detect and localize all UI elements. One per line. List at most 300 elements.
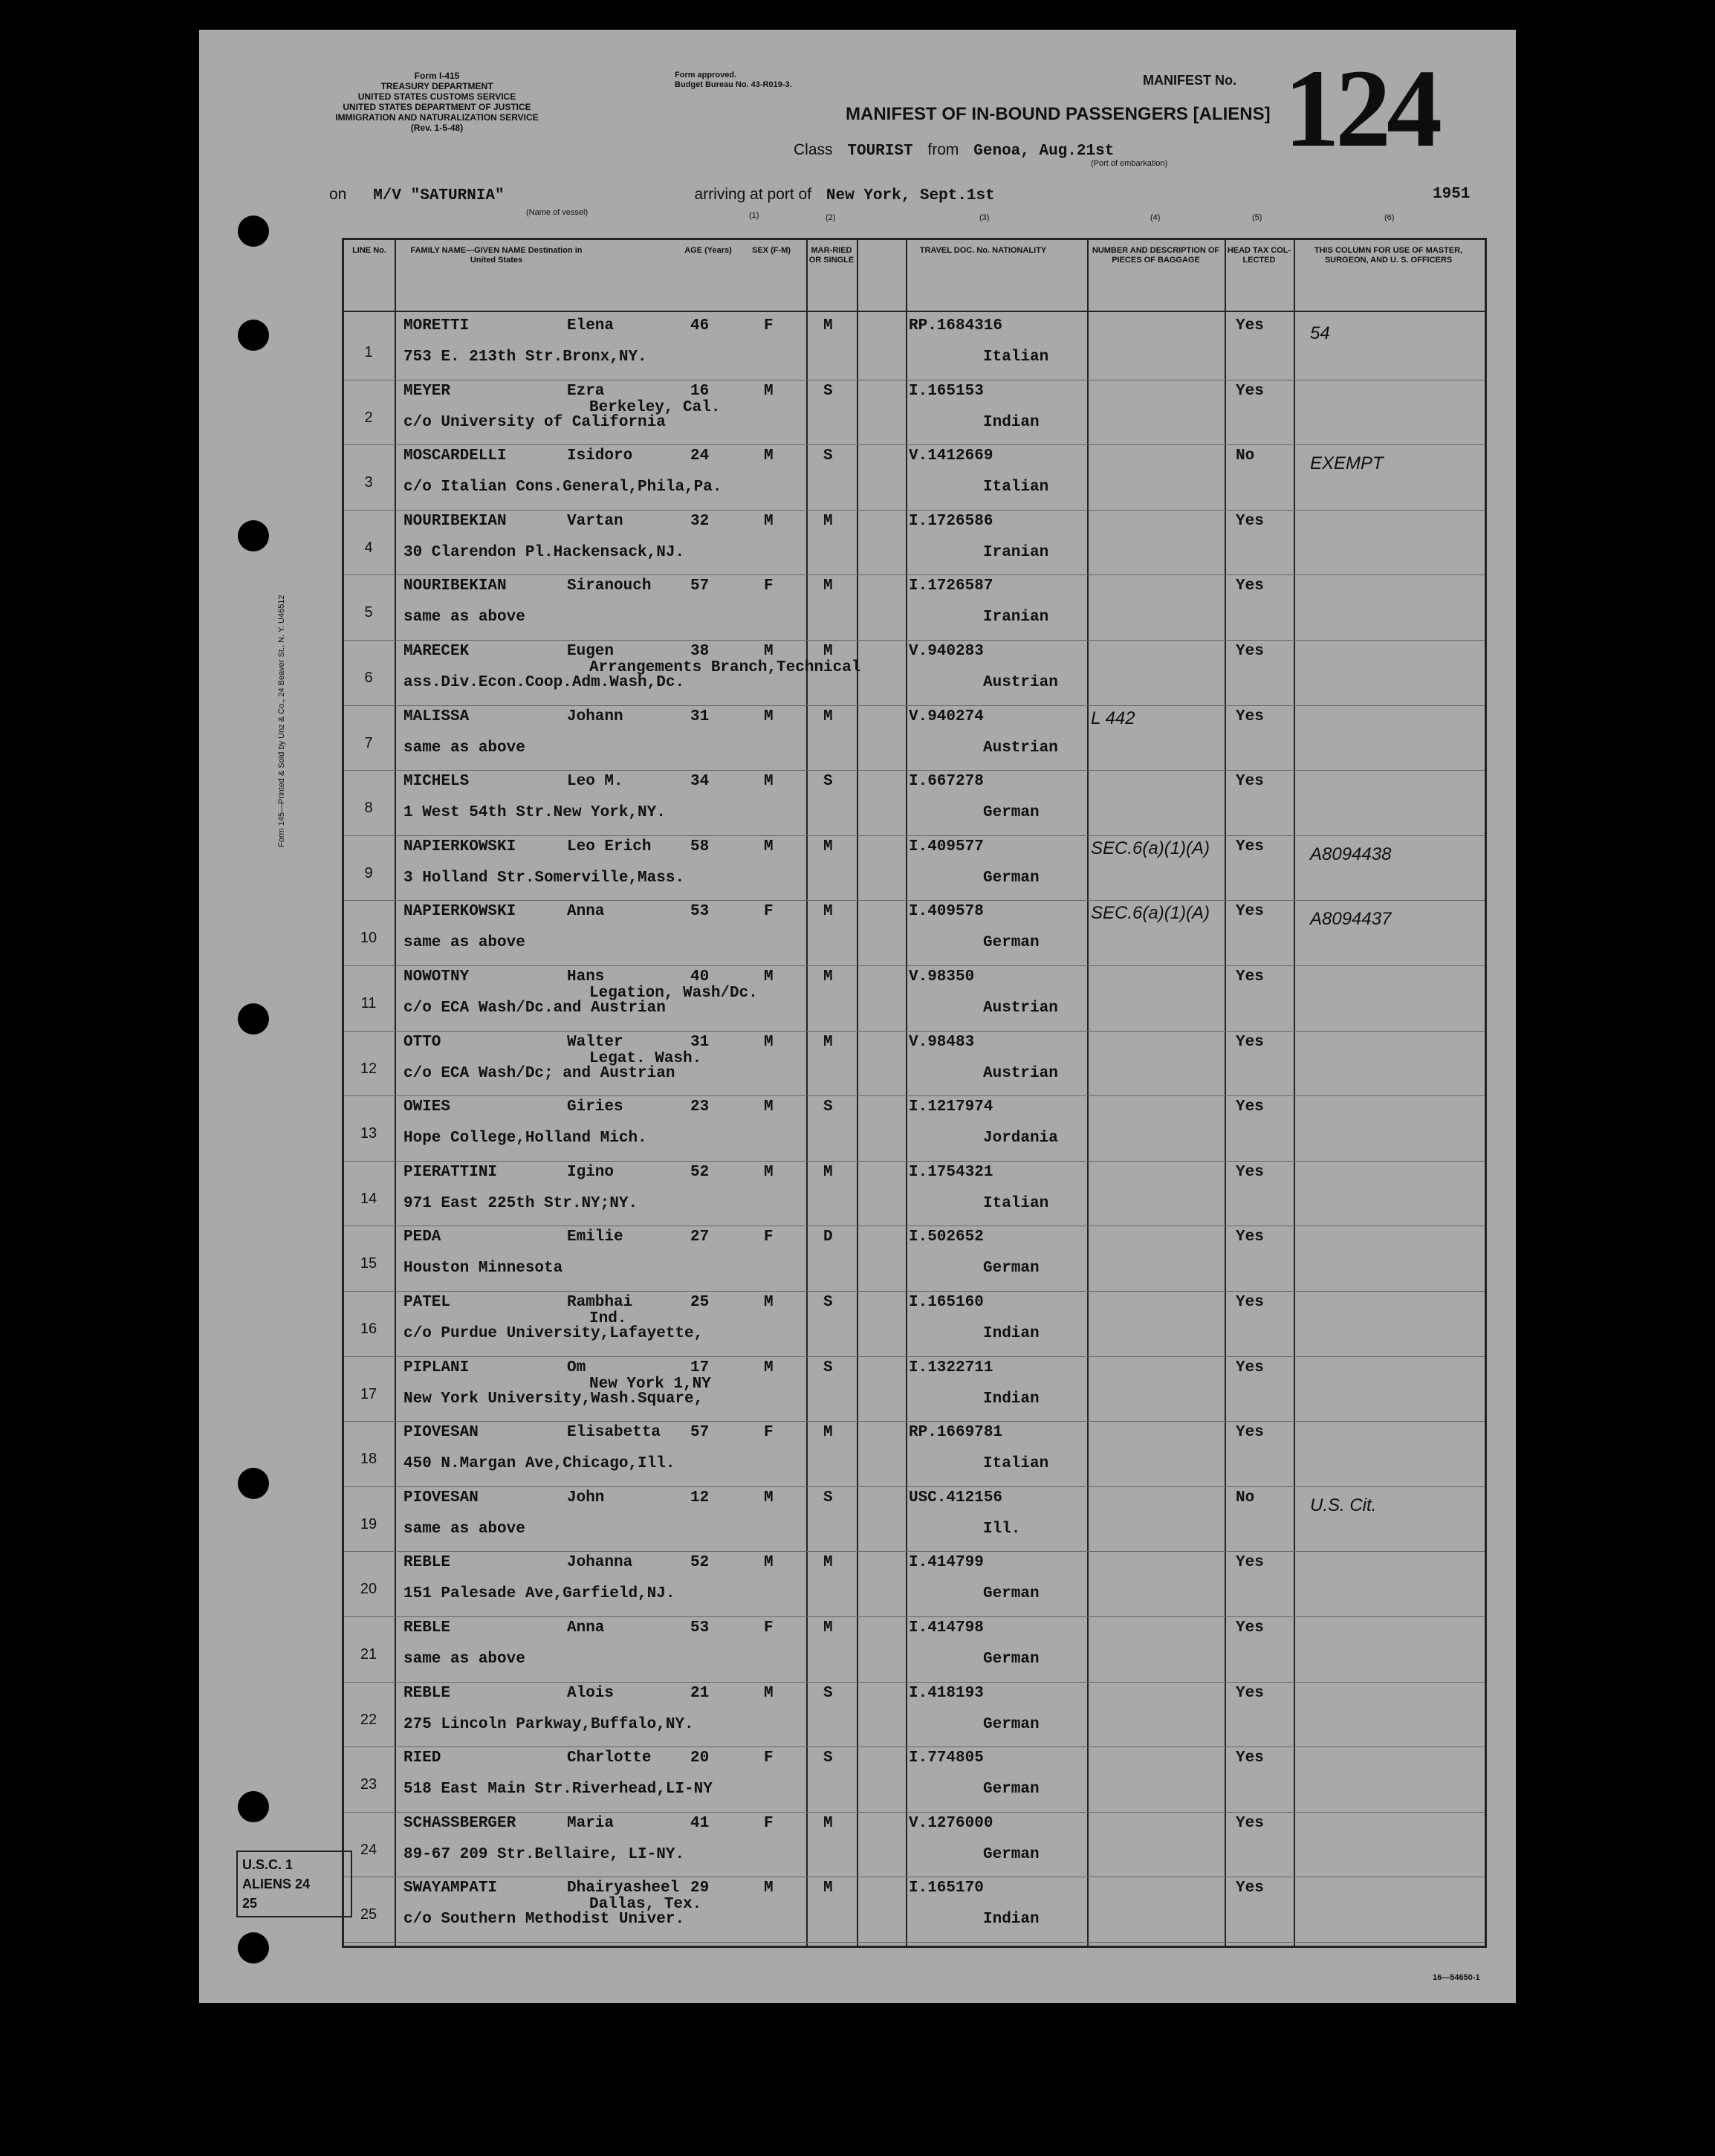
cell-ms: M bbox=[823, 1424, 833, 1442]
cell-destination: same as above bbox=[403, 1520, 525, 1538]
row-divider bbox=[344, 444, 1485, 445]
cell-doc: I.165153 bbox=[909, 382, 984, 400]
punch-hole bbox=[238, 1003, 269, 1035]
cell-tax: Yes bbox=[1236, 708, 1264, 725]
row-divider bbox=[344, 1682, 1485, 1683]
line-number: 18 bbox=[360, 1451, 377, 1468]
line-number: 5 bbox=[364, 604, 373, 621]
cell-name: NAPIERKOWSKI bbox=[403, 838, 516, 855]
cell-sex: F bbox=[764, 317, 774, 334]
cell-destination: c/o Purdue University,Lafayette, bbox=[403, 1325, 704, 1342]
cell-ms: S bbox=[823, 1359, 833, 1376]
cell-ms: M bbox=[823, 577, 833, 595]
cell-age: 41 bbox=[690, 1814, 710, 1832]
cell-doc: I.1754321 bbox=[909, 1163, 993, 1181]
cell-sex: M bbox=[764, 512, 774, 530]
cell-destination: same as above bbox=[403, 739, 525, 757]
cell-name: REBLE bbox=[403, 1554, 451, 1572]
cell-sex: M bbox=[764, 382, 774, 400]
cell-ms: S bbox=[823, 1684, 833, 1702]
row-divider bbox=[344, 900, 1485, 901]
cell-officer-note: EXEMPT bbox=[1310, 453, 1384, 474]
cell-destination: 753 E. 213th Str.Bronx,NY. bbox=[403, 349, 647, 366]
cell-age: 27 bbox=[690, 1228, 710, 1246]
passenger-table bbox=[342, 213, 1487, 1948]
cell-doc: I.414799 bbox=[909, 1554, 984, 1572]
cell-nationality: German bbox=[983, 1260, 1040, 1278]
cell-sex: F bbox=[764, 1749, 774, 1767]
cell-ms: M bbox=[823, 1814, 833, 1832]
cell-doc: I.409578 bbox=[909, 903, 984, 921]
cell-ms: M bbox=[823, 512, 833, 530]
cell-destination: 89-67 209 Str.Bellaire, LI-NY. bbox=[403, 1845, 685, 1863]
cell-age: 12 bbox=[690, 1489, 710, 1506]
line-number: 3 bbox=[364, 474, 373, 491]
row-divider bbox=[344, 1616, 1485, 1617]
cell-baggage: SEC.6(a)(1)(A) bbox=[1091, 838, 1210, 858]
row-divider bbox=[344, 1551, 1485, 1552]
punch-hole bbox=[238, 1791, 269, 1822]
form-approval bbox=[675, 71, 792, 90]
row-divider bbox=[344, 1421, 1485, 1422]
cell-ms: S bbox=[823, 1294, 833, 1311]
cell-name: SWAYAMPATI bbox=[403, 1880, 498, 1897]
cell-sex: M bbox=[764, 838, 774, 855]
cell-name: PEDA bbox=[403, 1228, 441, 1246]
cell-name: PATEL bbox=[403, 1294, 451, 1311]
cell-age: 53 bbox=[690, 1619, 710, 1637]
row-divider bbox=[344, 1486, 1485, 1487]
cell-nationality: German bbox=[983, 1845, 1040, 1863]
line-number: 6 bbox=[364, 670, 373, 686]
cell-sex: M bbox=[764, 1684, 774, 1702]
cell-nationality: German bbox=[983, 869, 1040, 887]
cell-ms: M bbox=[823, 1033, 833, 1051]
cell-tax: Yes bbox=[1236, 968, 1264, 985]
cell-tax: Yes bbox=[1236, 1228, 1264, 1246]
count-stamp bbox=[236, 1851, 352, 1917]
cell-name: OTTO bbox=[403, 1033, 441, 1051]
cell-ms: M bbox=[823, 903, 833, 921]
cell-sex: M bbox=[764, 1359, 774, 1376]
cell-given: Igino bbox=[567, 1163, 615, 1181]
cell-destination: 518 East Main Str.Riverhead,LI-NY bbox=[403, 1781, 713, 1799]
cell-officer-note: A8094437 bbox=[1310, 909, 1392, 930]
cell-tax: Yes bbox=[1236, 577, 1264, 595]
cell-destination: 151 Palesade Ave,Garfield,NJ. bbox=[403, 1585, 675, 1603]
cell-nationality: Indian bbox=[983, 1325, 1040, 1342]
cell-destination-extra: Dallas, Tex. bbox=[589, 1896, 702, 1914]
cell-given: Eugen bbox=[567, 643, 615, 660]
cell-nationality: German bbox=[983, 1651, 1040, 1668]
cell-doc: RP.1684316 bbox=[909, 317, 1003, 334]
header-officers: THIS COLUMN FOR USE OF MASTER, SURGEON, AND U. S. OFFICERS bbox=[1314, 246, 1463, 265]
manifest-number-label: MANIFEST No. bbox=[1143, 73, 1236, 88]
line-number: 21 bbox=[360, 1646, 377, 1663]
cell-nationality: Austrian bbox=[983, 1064, 1058, 1082]
cell-name: REBLE bbox=[403, 1619, 451, 1637]
form-authority-block bbox=[329, 71, 545, 133]
cell-destination: 30 Clarendon Pl.Hackensack,NJ. bbox=[403, 543, 685, 561]
cell-tax: Yes bbox=[1236, 903, 1264, 921]
cell-destination: 3 Holland Str.Somerville,Mass. bbox=[403, 869, 685, 887]
customs-service: UNITED STATES CUSTOMS SERVICE bbox=[357, 91, 516, 102]
cell-given: Maria bbox=[567, 1814, 615, 1832]
cell-destination: New York University,Wash.Square, bbox=[403, 1390, 704, 1408]
cell-tax: Yes bbox=[1236, 512, 1264, 530]
cell-given: Johann bbox=[567, 708, 623, 725]
header-line-no: LINE No. bbox=[352, 246, 386, 255]
line-number: 10 bbox=[360, 930, 377, 947]
line-number: 9 bbox=[364, 864, 373, 881]
embarkation-caption: (Port of embarkation) bbox=[1091, 159, 1168, 168]
line-number: 24 bbox=[360, 1841, 377, 1858]
cell-sex: F bbox=[764, 1814, 774, 1832]
cell-ms: S bbox=[823, 1098, 833, 1116]
cell-tax: Yes bbox=[1236, 1359, 1264, 1376]
cell-age: 20 bbox=[690, 1749, 710, 1767]
cell-nationality: Iranian bbox=[983, 543, 1049, 561]
row-divider bbox=[344, 1031, 1485, 1032]
vessel-name: M/V "SATURNIA" bbox=[373, 187, 505, 204]
row-divider bbox=[344, 574, 1485, 575]
cell-age: 52 bbox=[690, 1163, 710, 1181]
cell-sex: M bbox=[764, 1554, 774, 1572]
cell-age: 57 bbox=[690, 577, 710, 595]
cell-nationality: Austrian bbox=[983, 1000, 1058, 1017]
on-label: on bbox=[329, 186, 347, 203]
cell-name: MALISSA bbox=[403, 708, 470, 725]
arrival-port: New York, Sept.1st bbox=[826, 187, 995, 204]
punch-hole bbox=[238, 520, 269, 551]
header-doc: TRAVEL DOC. No. NATIONALITY bbox=[919, 246, 1047, 255]
cell-name: RIED bbox=[403, 1749, 441, 1767]
cell-tax: Yes bbox=[1236, 1554, 1264, 1572]
cell-given: Alois bbox=[567, 1684, 615, 1702]
cell-ms: S bbox=[823, 447, 833, 465]
cell-officer-note: U.S. Cit. bbox=[1310, 1495, 1377, 1515]
cell-doc: RP.1669781 bbox=[909, 1424, 1003, 1442]
cell-destination: same as above bbox=[403, 934, 525, 952]
footer-code: 16—54650-1 bbox=[1433, 1973, 1480, 1982]
manifest-page bbox=[199, 30, 1516, 2003]
document-title: MANIFEST OF IN-BOUND PASSENGERS [ALIENS] bbox=[846, 104, 1271, 124]
cell-given: Vartan bbox=[567, 512, 623, 530]
cell-sex: M bbox=[764, 1880, 774, 1897]
line-number: 25 bbox=[360, 1906, 377, 1923]
cell-name: REBLE bbox=[403, 1684, 451, 1702]
row-divider bbox=[344, 1095, 1485, 1096]
line-number: 23 bbox=[360, 1776, 377, 1793]
cell-given: Charlotte bbox=[567, 1749, 652, 1767]
header-married: MAR-RIED OR SINGLE bbox=[808, 246, 855, 265]
cell-name: MICHELS bbox=[403, 773, 470, 791]
line-number: 13 bbox=[360, 1125, 377, 1142]
form-number: Form I-415 bbox=[414, 71, 460, 81]
cell-destination-extra: Ind. bbox=[589, 1310, 627, 1327]
line-number: 22 bbox=[360, 1711, 377, 1728]
cell-sex: M bbox=[764, 773, 774, 791]
cell-tax: Yes bbox=[1236, 1814, 1264, 1832]
cell-doc: I.409577 bbox=[909, 838, 984, 855]
cell-sex: M bbox=[764, 1163, 774, 1181]
cell-age: 38 bbox=[690, 643, 710, 660]
cell-name: PIERATTINI bbox=[403, 1163, 498, 1181]
cell-nationality: Italian bbox=[983, 349, 1049, 366]
cell-destination-extra: Arrangements Branch,Technical bbox=[589, 659, 861, 676]
stamp-line-aliens: ALIENS 24 bbox=[242, 1877, 311, 1891]
cell-age: 16 bbox=[690, 382, 710, 400]
cell-doc: I.1322711 bbox=[909, 1359, 993, 1376]
cell-destination: c/o ECA Wash/Dc; and Austrian bbox=[403, 1064, 675, 1082]
cell-officer-note: A8094438 bbox=[1310, 844, 1392, 864]
cell-tax: Yes bbox=[1236, 1749, 1264, 1767]
cell-name: NOURIBEKIAN bbox=[403, 512, 507, 530]
header-baggage: NUMBER AND DESCRIPTION OF PIECES OF BAGGAGE bbox=[1092, 246, 1220, 265]
cell-destination: ass.Div.Econ.Coop.Adm.Wash,Dc. bbox=[403, 674, 685, 691]
cell-name: MEYER bbox=[403, 382, 451, 400]
cell-doc: I.667278 bbox=[909, 773, 984, 791]
row-divider bbox=[344, 835, 1485, 836]
cell-given: Elena bbox=[567, 317, 615, 334]
row-divider bbox=[344, 380, 1485, 381]
row-divider bbox=[344, 510, 1485, 511]
punch-hole bbox=[238, 216, 269, 247]
cell-doc: V.98483 bbox=[909, 1033, 975, 1051]
cell-given: Leo M. bbox=[567, 773, 623, 791]
cell-tax: Yes bbox=[1236, 838, 1264, 855]
line-number: 12 bbox=[360, 1060, 377, 1077]
cell-tax: Yes bbox=[1236, 1033, 1264, 1051]
cell-ms: M bbox=[823, 708, 833, 725]
cell-baggage: SEC.6(a)(1)(A) bbox=[1091, 903, 1210, 924]
cell-age: 31 bbox=[690, 708, 710, 725]
cell-doc: I.1726587 bbox=[909, 577, 993, 595]
class-value: TOURIST bbox=[847, 143, 913, 160]
embarkation-value: Genoa, Aug.21st bbox=[973, 143, 1115, 160]
header-name: FAMILY NAME—GIVEN NAME Destination in United States bbox=[410, 246, 583, 265]
stamp-line-total: 25 bbox=[242, 1896, 258, 1911]
form-revision: (Rev. 1-5-48) bbox=[410, 123, 464, 133]
manifest-number-stamp: 124 bbox=[1284, 47, 1438, 170]
cell-tax: Yes bbox=[1236, 773, 1264, 791]
row-divider bbox=[344, 1942, 1485, 1943]
cell-given: Dhairyasheel bbox=[567, 1880, 680, 1897]
line-number: 8 bbox=[364, 800, 373, 817]
cell-sex: M bbox=[764, 968, 774, 985]
column-number-3: (3) bbox=[979, 213, 990, 222]
cell-ms: S bbox=[823, 773, 833, 791]
cell-sex: M bbox=[764, 643, 774, 660]
cell-name: PIOVESAN bbox=[403, 1489, 479, 1506]
cell-ms: M bbox=[823, 1619, 833, 1637]
cell-tax: Yes bbox=[1236, 382, 1264, 400]
cell-nationality: German bbox=[983, 1715, 1040, 1733]
cell-doc: USC.412156 bbox=[909, 1489, 1003, 1506]
header-tax: HEAD TAX COL-LECTED bbox=[1227, 246, 1291, 265]
cell-ms: M bbox=[823, 1554, 833, 1572]
cell-destination: same as above bbox=[403, 1651, 525, 1668]
cell-sex: M bbox=[764, 1489, 774, 1506]
justice-dept: UNITED STATES DEPARTMENT OF JUSTICE bbox=[343, 102, 531, 112]
cell-doc: V.940283 bbox=[909, 643, 984, 660]
cell-officer-note: 54 bbox=[1310, 323, 1330, 343]
cell-ms: M bbox=[823, 1163, 833, 1181]
cell-sex: M bbox=[764, 1098, 774, 1116]
cell-age: 52 bbox=[690, 1554, 710, 1572]
cell-nationality: Jordania bbox=[983, 1130, 1058, 1147]
line-number: 15 bbox=[360, 1255, 377, 1272]
cell-name: OWIES bbox=[403, 1098, 451, 1116]
cell-sex: F bbox=[764, 1619, 774, 1637]
cell-tax: No bbox=[1236, 1489, 1255, 1506]
cell-destination: c/o ECA Wash/Dc.and Austrian bbox=[403, 1000, 666, 1017]
cell-tax: No bbox=[1236, 447, 1255, 465]
cell-given: Johanna bbox=[567, 1554, 633, 1572]
line-number: 20 bbox=[360, 1581, 377, 1598]
cell-nationality: Indian bbox=[983, 1911, 1040, 1929]
cell-ms: S bbox=[823, 1489, 833, 1506]
cell-given: Anna bbox=[567, 903, 605, 921]
line-number: 1 bbox=[364, 344, 373, 360]
cell-ms: S bbox=[823, 1749, 833, 1767]
cell-given: Rambhai bbox=[567, 1294, 633, 1311]
cell-nationality: Austrian bbox=[983, 674, 1058, 691]
cell-name: PIOVESAN bbox=[403, 1424, 479, 1442]
cell-doc: V.1412669 bbox=[909, 447, 993, 465]
cell-nationality: Ill. bbox=[983, 1520, 1021, 1538]
cell-ms: D bbox=[823, 1228, 833, 1246]
row-divider bbox=[344, 965, 1485, 966]
row-divider bbox=[344, 770, 1485, 771]
cell-destination: 450 N.Margan Ave,Chicago,Ill. bbox=[403, 1455, 675, 1473]
cell-age: 23 bbox=[690, 1098, 710, 1116]
cell-sex: F bbox=[764, 903, 774, 921]
row-divider bbox=[344, 1291, 1485, 1292]
cell-tax: Yes bbox=[1236, 1163, 1264, 1181]
cell-ms: S bbox=[823, 382, 833, 400]
cell-tax: Yes bbox=[1236, 1098, 1264, 1116]
cell-destination: c/o University of California bbox=[403, 413, 666, 431]
vessel-caption: (Name of vessel) bbox=[526, 208, 589, 217]
vessel-row bbox=[329, 186, 1488, 204]
cell-name: MARECEK bbox=[403, 643, 470, 660]
cell-given: Isidoro bbox=[567, 447, 633, 465]
cell-given: Emilie bbox=[567, 1228, 623, 1246]
column-number-2: (2) bbox=[826, 213, 836, 222]
cell-age: 29 bbox=[690, 1880, 710, 1897]
cell-age: 58 bbox=[690, 838, 710, 855]
stamp-line-usc: U.S.C. 1 bbox=[242, 1857, 294, 1872]
cell-nationality: German bbox=[983, 804, 1040, 822]
cell-destination: 275 Lincoln Parkway,Buffalo,NY. bbox=[403, 1715, 694, 1733]
cell-destination: 1 West 54th Str.New York,NY. bbox=[403, 804, 666, 822]
cell-doc: V.1276000 bbox=[909, 1814, 993, 1832]
budget-bureau-line: Budget Bureau No. 43-R019-3. bbox=[675, 80, 792, 89]
line-number: 14 bbox=[360, 1190, 377, 1207]
cell-age: 21 bbox=[690, 1684, 710, 1702]
cell-ms: M bbox=[823, 643, 833, 660]
cell-destination: same as above bbox=[403, 609, 525, 627]
cell-tax: Yes bbox=[1236, 1294, 1264, 1311]
cell-sex: F bbox=[764, 577, 774, 595]
cell-age: 57 bbox=[690, 1424, 710, 1442]
approved-line: Form approved. bbox=[675, 71, 737, 80]
cell-nationality: Italian bbox=[983, 1455, 1049, 1473]
cell-name: SCHASSBERGER bbox=[403, 1814, 516, 1832]
cell-doc: V.98350 bbox=[909, 968, 975, 985]
cell-doc: I.502652 bbox=[909, 1228, 984, 1246]
cell-name: PIPLANI bbox=[403, 1359, 470, 1376]
row-divider bbox=[344, 1812, 1485, 1813]
from-label: from bbox=[927, 141, 959, 158]
cell-name: MORETTI bbox=[403, 317, 470, 334]
cell-nationality: German bbox=[983, 934, 1040, 952]
cell-age: 46 bbox=[690, 317, 710, 334]
cell-tax: Yes bbox=[1236, 1684, 1264, 1702]
punch-hole bbox=[238, 1468, 269, 1499]
line-number: 4 bbox=[364, 539, 373, 556]
cell-nationality: German bbox=[983, 1781, 1040, 1799]
cell-given: Leo Erich bbox=[567, 838, 652, 855]
column-number-1: (1) bbox=[749, 211, 759, 220]
cell-age: 31 bbox=[690, 1033, 710, 1051]
punch-hole bbox=[238, 320, 269, 351]
cell-age: 25 bbox=[690, 1294, 710, 1311]
cell-doc: I.165160 bbox=[909, 1294, 984, 1311]
cell-age: 32 bbox=[690, 512, 710, 530]
cell-destination: c/o Southern Methodist Univer. bbox=[403, 1911, 685, 1929]
cell-destination-extra: Legat. Wash. bbox=[589, 1049, 702, 1067]
punch-hole bbox=[238, 1932, 269, 1964]
line-number: 7 bbox=[364, 734, 373, 751]
cell-tax: Yes bbox=[1236, 643, 1264, 660]
cell-given: Giries bbox=[567, 1098, 623, 1116]
cell-age: 53 bbox=[690, 903, 710, 921]
cell-age: 34 bbox=[690, 773, 710, 791]
treasury-dept: TREASURY DEPARTMENT bbox=[380, 81, 493, 91]
cell-ms: M bbox=[823, 968, 833, 985]
line-number: 17 bbox=[360, 1385, 377, 1402]
line-number: 19 bbox=[360, 1515, 377, 1532]
line-number: 16 bbox=[360, 1321, 377, 1337]
column-number-5: (5) bbox=[1252, 213, 1262, 222]
cell-nationality: Indian bbox=[983, 413, 1040, 431]
class-label: Class bbox=[794, 141, 833, 158]
cell-destination: Hope College,Holland Mich. bbox=[403, 1130, 647, 1147]
ins-service: IMMIGRATION AND NATURALIZATION SERVICE bbox=[335, 112, 539, 123]
cell-ms: M bbox=[823, 317, 833, 334]
arriving-label: arriving at port of bbox=[694, 186, 812, 203]
cell-sex: M bbox=[764, 1294, 774, 1311]
line-number: 11 bbox=[360, 995, 377, 1011]
cell-age: 17 bbox=[690, 1359, 710, 1376]
cell-name: MOSCARDELLI bbox=[403, 447, 507, 465]
cell-doc: I.418193 bbox=[909, 1684, 984, 1702]
cell-given: Elisabetta bbox=[567, 1424, 661, 1442]
cell-doc: I.165170 bbox=[909, 1880, 984, 1897]
row-divider bbox=[344, 1356, 1485, 1357]
header-age: AGE (Years) bbox=[684, 246, 732, 255]
cell-nationality: Italian bbox=[983, 1194, 1049, 1212]
cell-doc: I.1726586 bbox=[909, 512, 993, 530]
cell-name: NOWOTNY bbox=[403, 968, 470, 985]
line-number: 2 bbox=[364, 409, 373, 426]
cell-given: Hans bbox=[567, 968, 605, 985]
cell-doc: I.414798 bbox=[909, 1619, 984, 1637]
cell-sex: M bbox=[764, 1033, 774, 1051]
row-divider bbox=[344, 1161, 1485, 1162]
